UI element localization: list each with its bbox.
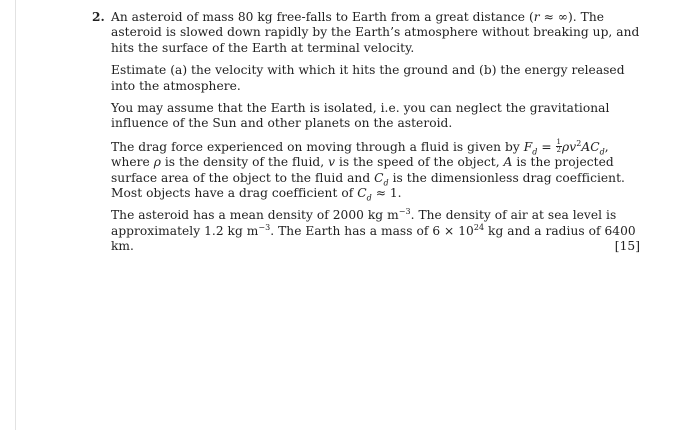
text: is the density of the fluid,	[160, 155, 329, 170]
math-var: ρ	[153, 155, 161, 170]
text: is the projected surface area of the object to the fluid and	[111, 155, 614, 185]
math-var: C	[590, 139, 600, 154]
text: The asteroid has a mean density of 2000 kg m	[111, 208, 399, 223]
math-var: C	[374, 170, 384, 185]
math-var: F	[523, 139, 533, 154]
paragraph-data	[111, 208, 640, 254]
math-sub: d	[383, 178, 389, 188]
math-sup: −3	[258, 222, 271, 232]
text: An asteroid of mass 80 kg free-falls to Earth from a great distance (	[111, 10, 534, 24]
text: kg and a radius of 6400 km.	[111, 223, 636, 254]
math-sup: −3	[398, 207, 411, 217]
marks-label: [15]	[614, 239, 640, 254]
page-border	[15, 0, 16, 430]
math-sub: d	[599, 147, 605, 157]
math-var: r	[533, 10, 540, 24]
math-sub: d	[366, 193, 372, 203]
paragraph-estimate: Estimate (a) the velocity with which it hits the ground and (b) the energy released into the atmosphere.	[111, 63, 625, 93]
math-var: ρ	[562, 139, 570, 154]
math-sub: d	[532, 147, 538, 157]
paragraph-drag-force	[111, 139, 640, 202]
text: . The Earth has a mass of 6 × 10	[270, 223, 474, 238]
math-var: A	[503, 155, 513, 170]
text: ≈ 1.	[371, 186, 402, 201]
text: The drag force experienced on moving through a fluid is given by	[111, 139, 524, 154]
question-block	[92, 10, 640, 255]
text: , where	[111, 139, 609, 170]
frac-num: 1	[556, 137, 562, 146]
paragraph-assumption: You may assume that the Earth is isolated, i.e. you can neglect the gravitational influence of the Sun and other planets on the asteroid.	[111, 101, 610, 131]
text: . The density of air at sea level is approximately 1.2 kg m	[111, 208, 617, 238]
question-number: 2.	[92, 10, 105, 24]
math-var: C	[357, 186, 367, 201]
frac-den: 2	[556, 145, 562, 154]
text: =	[537, 139, 556, 154]
math-var: v	[569, 139, 577, 154]
text: is the dimensionless drag coefficient. Most objects have a drag coefficient of	[111, 170, 625, 201]
math-var: v	[328, 155, 336, 170]
math-var: A	[581, 139, 591, 154]
paragraph-intro	[111, 10, 640, 56]
math-sup: 24	[473, 222, 485, 232]
text: ≈ ∞). The asteroid is slowed down rapidly by the Earth’s atmosphere without breaking up, and hits the surface of the Earth at terminal velocity.	[111, 10, 640, 55]
math-sup: 2	[576, 138, 582, 148]
text: is the speed of the object,	[335, 155, 504, 170]
